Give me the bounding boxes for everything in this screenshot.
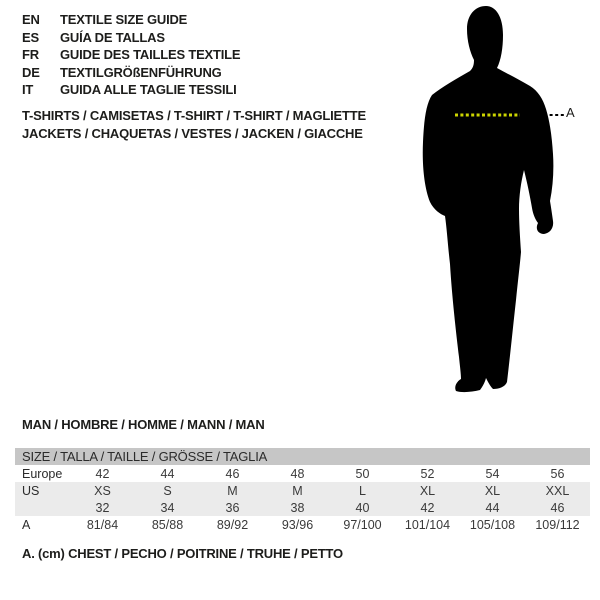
language-code: IT — [22, 82, 34, 97]
measure-label-a: A — [566, 105, 575, 120]
garment-category-list — [22, 107, 366, 143]
language-row — [22, 46, 240, 64]
language-title: TEXTILE SIZE GUIDE — [60, 12, 188, 27]
language-title: GUÍA DE TALLAS — [60, 29, 165, 45]
size-table-container — [15, 448, 590, 533]
man-silhouette — [398, 2, 588, 397]
table-cell: 40 — [330, 499, 395, 516]
language-title: GUIDE DES TAILLES TEXTILE — [60, 47, 241, 62]
table-row-europe — [15, 465, 590, 482]
row-label: Europe — [22, 466, 63, 481]
table-cell: 46 — [525, 499, 590, 516]
table-cell: XXL — [525, 482, 590, 499]
table-cell: XL — [460, 482, 525, 499]
table-cell: M — [265, 482, 330, 499]
language-title: TEXTILGRÖßENFÜHRUNG — [60, 64, 222, 80]
category-tshirts: T-SHIRTS / CAMISETAS / T-SHIRT / T-SHIRT / MAGLIETTE — [22, 108, 366, 123]
table-cell: 42 — [395, 499, 460, 516]
table-cell: 101/104 — [404, 517, 451, 532]
measurement-note: A. (cm) CHEST / PECHO / POITRINE / TRUHE / PETTO — [22, 546, 343, 561]
language-row — [22, 29, 240, 47]
section-title-man: MAN / HOMBRE / HOMME / MANN / MAN — [22, 417, 265, 432]
table-cell: M — [200, 482, 265, 499]
table-cell: 36 — [200, 499, 265, 516]
language-code: EN — [22, 12, 40, 27]
table-cell: 109/112 — [535, 517, 580, 532]
table-cell: 44 — [160, 466, 175, 481]
size-table-header: SIZE / TALLA / TAILLE / GRÖSSE / TAGLIA — [15, 448, 590, 465]
language-code: DE — [22, 64, 40, 80]
table-cell: 52 — [420, 466, 435, 481]
table-cell: 56 — [550, 466, 565, 481]
table-cell: 50 — [355, 466, 370, 481]
man-silhouette-figure — [398, 2, 588, 397]
table-cell: 81/84 — [86, 517, 119, 532]
table-cell: S — [135, 482, 200, 499]
language-code: ES — [22, 29, 39, 45]
language-title: GUIDA ALLE TAGLIE TESSILI — [60, 82, 237, 97]
size-table — [15, 448, 590, 533]
language-row — [22, 81, 240, 99]
table-row-chest-a — [15, 516, 590, 533]
language-row — [22, 11, 240, 29]
row-label — [15, 499, 70, 516]
table-cell: 105/108 — [469, 517, 516, 532]
table-row-us — [15, 482, 590, 499]
language-code: FR — [22, 47, 39, 62]
table-cell: 48 — [290, 466, 305, 481]
table-cell: 54 — [485, 466, 500, 481]
table-cell: 42 — [95, 466, 110, 481]
table-cell: 34 — [135, 499, 200, 516]
category-jackets: JACKETS / CHAQUETAS / VESTES / JACKEN / GIACCHE — [22, 126, 363, 141]
man-silhouette-shape — [423, 6, 554, 392]
table-cell: XL — [395, 482, 460, 499]
table-cell: 44 — [460, 499, 525, 516]
table-cell: 38 — [265, 499, 330, 516]
table-cell: 85/88 — [151, 517, 184, 532]
row-label: A — [22, 517, 31, 532]
language-row — [22, 64, 240, 82]
language-title-list — [22, 11, 240, 99]
row-label: US — [15, 482, 70, 499]
table-row-us-numeric — [15, 499, 590, 516]
table-cell: XS — [70, 482, 135, 499]
table-cell: 97/100 — [343, 517, 382, 532]
table-cell: L — [330, 482, 395, 499]
table-cell: 93/96 — [281, 517, 314, 532]
table-cell: 32 — [70, 499, 135, 516]
table-cell: 46 — [225, 466, 240, 481]
table-cell: 89/92 — [216, 517, 249, 532]
size-table-header-row — [15, 448, 590, 465]
